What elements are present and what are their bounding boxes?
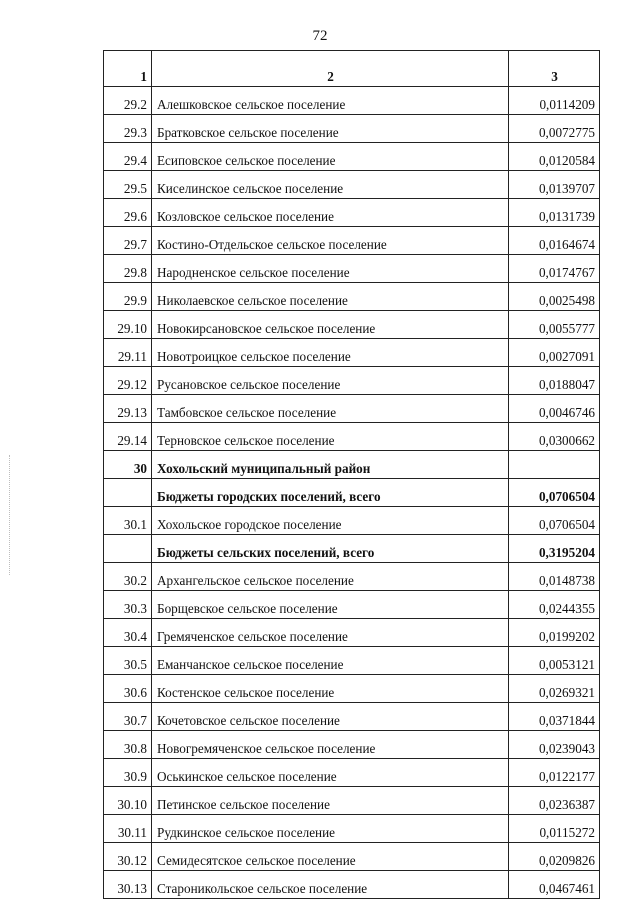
settlement-name: Бюджеты городских поселений, всего bbox=[152, 479, 509, 507]
table-row bbox=[104, 535, 600, 563]
share-value: 0,0269321 bbox=[509, 675, 600, 703]
row-number: 30.2 bbox=[104, 563, 152, 591]
settlement-name: Хохольское городское поселение bbox=[152, 507, 509, 535]
settlement-name: Тамбовское сельское поселение bbox=[152, 395, 509, 423]
table-row bbox=[104, 87, 600, 115]
table-row bbox=[104, 647, 600, 675]
table-row bbox=[104, 591, 600, 619]
row-number: 30 bbox=[104, 451, 152, 479]
row-number: 29.2 bbox=[104, 87, 152, 115]
share-value: 0,0164674 bbox=[509, 227, 600, 255]
table-row bbox=[104, 843, 600, 871]
table-row bbox=[104, 871, 600, 899]
settlement-name: Борщевское сельское поселение bbox=[152, 591, 509, 619]
settlement-name: Новокирсановское сельское поселение bbox=[152, 311, 509, 339]
share-value: 0,0174767 bbox=[509, 255, 600, 283]
share-value: 0,0114209 bbox=[509, 87, 600, 115]
share-value bbox=[509, 451, 600, 479]
row-number: 29.8 bbox=[104, 255, 152, 283]
settlement-name: Еманчанское сельское поселение bbox=[152, 647, 509, 675]
header-col-3: 3 bbox=[509, 51, 600, 87]
settlement-name: Киселинское сельское поселение bbox=[152, 171, 509, 199]
table-row bbox=[104, 395, 600, 423]
row-number: 29.14 bbox=[104, 423, 152, 451]
table-row bbox=[104, 731, 600, 759]
table-row bbox=[104, 227, 600, 255]
table-row bbox=[104, 619, 600, 647]
share-value: 0,0055777 bbox=[509, 311, 600, 339]
share-value: 0,3195204 bbox=[509, 535, 600, 563]
row-number: 29.5 bbox=[104, 171, 152, 199]
settlement-name: Костенское сельское поселение bbox=[152, 675, 509, 703]
share-value: 0,0139707 bbox=[509, 171, 600, 199]
row-number: 29.4 bbox=[104, 143, 152, 171]
settlement-name: Староникольское сельское поселение bbox=[152, 871, 509, 899]
share-value: 0,0209826 bbox=[509, 843, 600, 871]
share-value: 0,0120584 bbox=[509, 143, 600, 171]
table-row bbox=[104, 787, 600, 815]
share-value: 0,0236387 bbox=[509, 787, 600, 815]
settlement-name: Семидесятское сельское поселение bbox=[152, 843, 509, 871]
share-value: 0,0244355 bbox=[509, 591, 600, 619]
share-value: 0,0115272 bbox=[509, 815, 600, 843]
row-number: 30.3 bbox=[104, 591, 152, 619]
row-number: 30.10 bbox=[104, 787, 152, 815]
settlement-name: Гремяченское сельское поселение bbox=[152, 619, 509, 647]
row-number: 30.8 bbox=[104, 731, 152, 759]
allocation-table bbox=[103, 50, 600, 899]
share-value: 0,0131739 bbox=[509, 199, 600, 227]
row-number: 29.3 bbox=[104, 115, 152, 143]
share-value: 0,0027091 bbox=[509, 339, 600, 367]
settlement-name: Русановское сельское поселение bbox=[152, 367, 509, 395]
table-row bbox=[104, 759, 600, 787]
settlement-name: Оськинское сельское поселение bbox=[152, 759, 509, 787]
share-value: 0,0706504 bbox=[509, 479, 600, 507]
row-number: 30.12 bbox=[104, 843, 152, 871]
share-value: 0,0148738 bbox=[509, 563, 600, 591]
row-number: 29.6 bbox=[104, 199, 152, 227]
settlement-name: Костино-Отдельское сельское поселение bbox=[152, 227, 509, 255]
row-number: 30.1 bbox=[104, 507, 152, 535]
table-row bbox=[104, 255, 600, 283]
table-row bbox=[104, 451, 600, 479]
row-number: 30.7 bbox=[104, 703, 152, 731]
row-number: 29.13 bbox=[104, 395, 152, 423]
share-value: 0,0706504 bbox=[509, 507, 600, 535]
table-row bbox=[104, 283, 600, 311]
share-value: 0,0300662 bbox=[509, 423, 600, 451]
row-number: 29.12 bbox=[104, 367, 152, 395]
settlement-name: Новогремяченское сельское поселение bbox=[152, 731, 509, 759]
table-row bbox=[104, 199, 600, 227]
share-value: 0,0188047 bbox=[509, 367, 600, 395]
settlement-name: Терновское сельское поселение bbox=[152, 423, 509, 451]
row-number: 29.7 bbox=[104, 227, 152, 255]
row-number bbox=[104, 535, 152, 563]
table-row bbox=[104, 563, 600, 591]
row-number: 30.6 bbox=[104, 675, 152, 703]
table-row bbox=[104, 815, 600, 843]
row-number: 30.13 bbox=[104, 871, 152, 899]
settlement-name: Рудкинское сельское поселение bbox=[152, 815, 509, 843]
row-number: 29.10 bbox=[104, 311, 152, 339]
table-row bbox=[104, 507, 600, 535]
table-row bbox=[104, 115, 600, 143]
header-col-2: 2 bbox=[152, 51, 509, 87]
share-value: 0,0467461 bbox=[509, 871, 600, 899]
share-value: 0,0072775 bbox=[509, 115, 600, 143]
table-row bbox=[104, 367, 600, 395]
table-row bbox=[104, 703, 600, 731]
share-value: 0,0053121 bbox=[509, 647, 600, 675]
page-number: 72 bbox=[312, 28, 328, 44]
row-number: 29.11 bbox=[104, 339, 152, 367]
settlement-name: Есиповское сельское поселение bbox=[152, 143, 509, 171]
settlement-name: Братковское сельское поселение bbox=[152, 115, 509, 143]
header-col-1: 1 bbox=[104, 51, 152, 87]
settlement-name: Бюджеты сельских поселений, всего bbox=[152, 535, 509, 563]
table-row bbox=[104, 143, 600, 171]
share-value: 0,0199202 bbox=[509, 619, 600, 647]
row-number bbox=[104, 479, 152, 507]
row-number: 30.9 bbox=[104, 759, 152, 787]
table-body bbox=[104, 87, 600, 899]
settlement-name: Алешковское сельское поселение bbox=[152, 87, 509, 115]
share-value: 0,0122177 bbox=[509, 759, 600, 787]
table-row bbox=[104, 171, 600, 199]
table-row bbox=[104, 675, 600, 703]
settlement-name: Петинское сельское поселение bbox=[152, 787, 509, 815]
settlement-name: Николаевское сельское поселение bbox=[152, 283, 509, 311]
row-number: 30.11 bbox=[104, 815, 152, 843]
table-row bbox=[104, 339, 600, 367]
settlement-name: Новотроицкое сельское поселение bbox=[152, 339, 509, 367]
table-header-row bbox=[104, 51, 600, 87]
margin-scan-artifact bbox=[9, 455, 11, 575]
settlement-name: Народненское сельское поселение bbox=[152, 255, 509, 283]
table-row bbox=[104, 423, 600, 451]
row-number: 29.9 bbox=[104, 283, 152, 311]
share-value: 0,0371844 bbox=[509, 703, 600, 731]
share-value: 0,0025498 bbox=[509, 283, 600, 311]
settlement-name: Кочетовское сельское поселение bbox=[152, 703, 509, 731]
settlement-name: Козловское сельское поселение bbox=[152, 199, 509, 227]
table-row bbox=[104, 479, 600, 507]
row-number: 30.5 bbox=[104, 647, 152, 675]
row-number: 30.4 bbox=[104, 619, 152, 647]
share-value: 0,0239043 bbox=[509, 731, 600, 759]
settlement-name: Хохольский муниципальный район bbox=[152, 451, 509, 479]
share-value: 0,0046746 bbox=[509, 395, 600, 423]
settlement-name: Архангельское сельское поселение bbox=[152, 563, 509, 591]
table-row bbox=[104, 311, 600, 339]
